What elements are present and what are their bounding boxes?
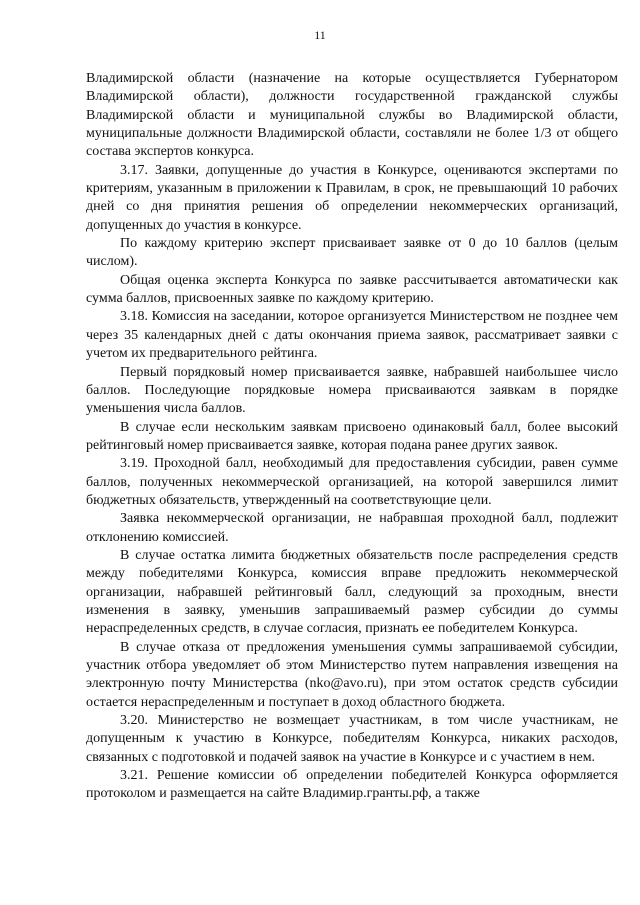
paragraph: 3.20. Министерство не возмещает участникам, в том числе участникам, не допущенным к участию в Конкурсе, победителям Конкурса, никаких расходов, связанных с подготовкой и подачей заявок на участие в Конкурсе и с участием в нем. — [86, 713, 618, 765]
paragraph: Общая оценка эксперта Конкурса по заявке рассчитывается автоматически как сумма баллов, присвоенных заявке по каждому критерию. — [86, 272, 618, 307]
paragraph: В случае остатка лимита бюджетных обязательств после распределения средств между победителями Конкурса, комиссия вправе предложить некоммерческой организации, набравшей рейтинговый балл, следующий за проходным, внести изменения в заявку, уменьшив запрашиваемый размер субсидии до суммы нераспределенных средств, в случае согласия, признать ее победителем Конкурса. — [86, 547, 618, 637]
paragraph: Первый порядковый номер присваивается заявке, набравшей наибольшее число баллов. Последующие порядковые номера присваиваются заявкам в порядке уменьшения числа баллов. — [86, 364, 618, 417]
paragraph: 3.19. Проходной балл, необходимый для предоставления субсидии, равен сумме баллов, полученных некоммерческой организацией, на которой завершился лимит бюджетных обязательств, утвержденный на соответствующие цели. — [86, 456, 618, 508]
paragraph: В случае если нескольким заявкам присвоено одинаковый балл, более высокий рейтинговый номер присваивается заявке, которая подана ранее других заявок. — [86, 419, 618, 453]
paragraph: В случае отказа от предложения уменьшения суммы запрашиваемой субсидии, участник отбора уведомляет об этом Министерство путем направления извещения на электронную почту Министерства (nko@avo.ru), при этом остаток средств субсидии остается нераспределенным и поступает в доход областного бюджета. — [86, 639, 618, 710]
paragraph: Владимирской области (назначение на которые осуществляется Губернатором Владимирской области), должности государственной гражданской службы Владимирской области и муниципальной службы во Владимирской области, муниципальные должности Владимирской области, составляли не более 1/3 от общего состава экспертов конкурса. — [86, 71, 618, 160]
paragraph: 3.21. Решение комиссии об определении победителей Конкурса оформляется протоколом и размещается на сайте Владимир.гранты.рф, а также — [86, 768, 618, 802]
paragraph: 3.17. Заявки, допущенные до участия в Конкурсе, оцениваются экспертами по критериям, указанным в приложении к Правилам, в срок, не превышающий 10 рабочих дней со дня принятия решения об определении некоммерческих организаций, допущенных до участия в конкурсе. — [86, 162, 618, 233]
page-number: 11 — [314, 28, 326, 42]
paragraph: По каждому критерию эксперт присваивает заявке от 0 до 10 баллов (целым числом). — [86, 236, 618, 270]
paragraph: Заявка некоммерческой организации, не набравшая проходной балл, подлежит отклонению комиссией. — [86, 511, 618, 545]
paragraph: 3.18. Комиссия на заседании, которое организуется Министерством не позднее чем через 35 календарных дней с даты окончания приема заявок, рассматривает заявки с учетом их предварительного рейтинга. — [86, 309, 618, 362]
document-body — [86, 70, 618, 804]
